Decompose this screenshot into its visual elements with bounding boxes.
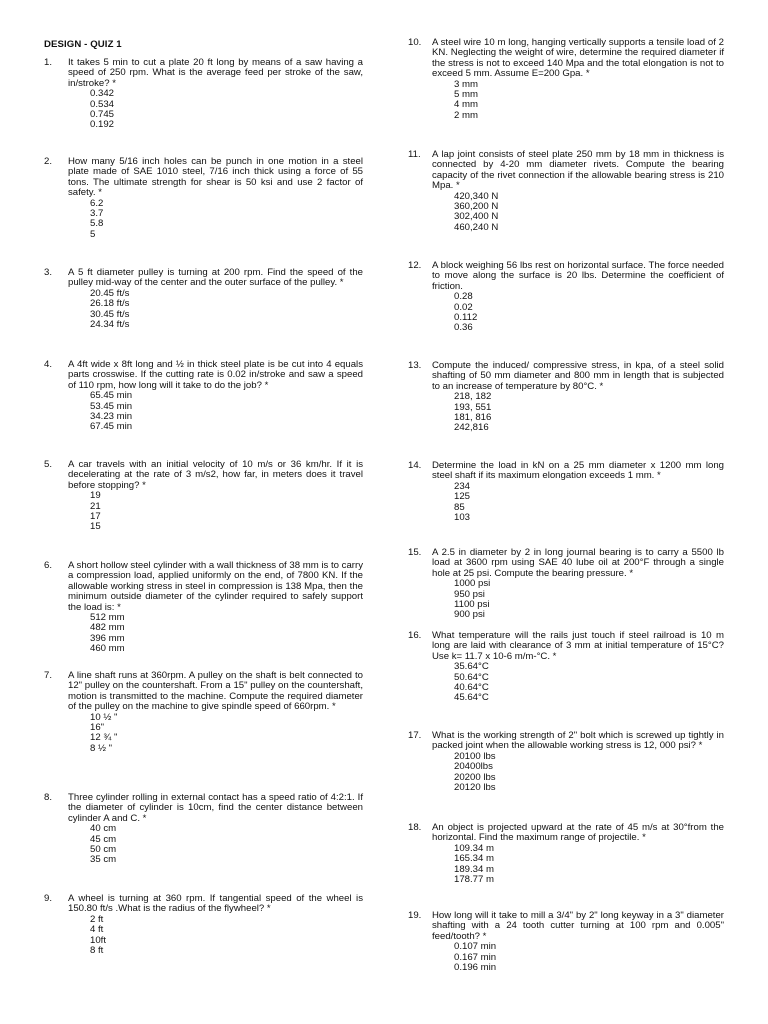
answer-option[interactable]: 460 mm: [90, 643, 125, 655]
answer-option[interactable]: 0.196 min: [454, 962, 497, 974]
question-number: 13.: [408, 360, 422, 371]
answer-option[interactable]: 20200 lbs: [454, 771, 496, 783]
answer-option[interactable]: 3.7: [90, 208, 104, 220]
answer-option[interactable]: 40 cm: [90, 823, 117, 835]
answer-options: [90, 613, 363, 655]
question-text: How long will it take to mill a 3/4" by 2" long keyway in a 3" diameter shafting with a 24 tooth cutter turning at 100 rpm and 0.005" feed/tooth? *: [432, 910, 724, 942]
question-number: 14.: [408, 460, 422, 471]
answer-option[interactable]: 242,816: [454, 422, 489, 434]
answer-option[interactable]: 20400lbs: [454, 761, 493, 773]
question-5: [44, 460, 363, 533]
question-number: 9.: [44, 893, 53, 904]
answer-option[interactable]: 65.45 min: [90, 390, 133, 402]
answer-option[interactable]: 45 cm: [90, 833, 117, 845]
answer-option[interactable]: 35 cm: [90, 854, 117, 866]
answer-option[interactable]: 165.34 m: [454, 853, 495, 865]
quiz-title: DESIGN - QUIZ 1: [44, 39, 122, 50]
answer-options: [90, 89, 363, 131]
answer-option[interactable]: 20120 lbs: [454, 782, 496, 794]
answer-option[interactable]: 35.64°C: [454, 661, 489, 673]
answer-option[interactable]: 15: [90, 521, 101, 533]
answer-option[interactable]: 67.45 min: [90, 421, 133, 433]
answer-option[interactable]: 16": [90, 722, 105, 734]
question-number: 11.: [408, 149, 421, 160]
answer-options: [454, 392, 724, 434]
answer-option[interactable]: 0.36: [454, 322, 473, 334]
question-14: [408, 461, 724, 523]
question-number: 4.: [44, 359, 53, 370]
answer-option[interactable]: 10 ½ ": [90, 711, 118, 723]
question-9: [44, 894, 363, 956]
answer-option[interactable]: 24.34 ft/s: [90, 319, 130, 331]
answer-options: [454, 80, 724, 122]
answer-option[interactable]: 420,340 N: [454, 190, 499, 202]
question-4: [44, 360, 363, 433]
question-number: 1.: [44, 57, 53, 68]
answer-option[interactable]: 5: [90, 228, 96, 240]
answer-option[interactable]: 45.64°C: [454, 692, 489, 704]
answer-option[interactable]: 1100 psi: [454, 599, 490, 611]
answer-option[interactable]: 5 mm: [454, 89, 478, 101]
question-1: [44, 58, 363, 131]
answer-option[interactable]: 0.745: [90, 109, 115, 121]
answer-options: [90, 915, 363, 957]
answer-option[interactable]: 193, 551: [454, 401, 492, 413]
answer-option[interactable]: 2 ft: [90, 913, 104, 925]
answer-option[interactable]: 0.112: [454, 312, 478, 324]
answer-option[interactable]: 17: [90, 511, 101, 523]
question-text: A line shaft runs at 360rpm. A pulley on the shaft is belt connected to 12" pulley on the countershaft. From a 15" pulley on the countershaft, motion is transmitted to the machine. Compute the required diameter of the pulley on the machine to give spindle speed of 660rpm. *: [68, 670, 363, 713]
question-17: [408, 731, 724, 793]
question-text: It takes 5 min to cut a plate 20 ft long by means of a saw having a speed of 250 rpm. What is the average feed per stroke of the saw, in/stroke? *: [68, 57, 363, 89]
answer-options: [90, 289, 363, 331]
question-13: [408, 361, 724, 434]
answer-option[interactable]: 10ft: [90, 934, 107, 946]
question-12: [408, 261, 724, 334]
answer-options: [90, 391, 363, 433]
answer-option[interactable]: 20100 lbs: [454, 750, 496, 762]
answer-option[interactable]: 8 ft: [90, 945, 104, 957]
answer-option[interactable]: 0.107 min: [454, 941, 497, 953]
answer-option[interactable]: 302,400 N: [454, 211, 499, 223]
answer-option[interactable]: 0.28: [454, 291, 473, 303]
answer-option[interactable]: 1000 psi: [454, 578, 491, 590]
answer-option[interactable]: 109.34 m: [454, 842, 495, 854]
answer-option[interactable]: 4 mm: [454, 99, 478, 111]
answer-options: [454, 579, 724, 621]
question-number: 3.: [44, 267, 53, 278]
answer-options: [90, 199, 363, 241]
question-3: [44, 268, 363, 330]
question-text: A wheel is turning at 360 rpm. If tangential speed of the wheel is 150.80 ft/s .What is the radius of the flywheel? *: [68, 893, 363, 915]
answer-option[interactable]: 0.534: [90, 98, 115, 110]
answer-option[interactable]: 0.192: [90, 119, 115, 131]
answer-option[interactable]: 21: [90, 500, 101, 512]
answer-options: [454, 844, 724, 886]
answer-option[interactable]: 396 mm: [90, 632, 125, 644]
answer-option[interactable]: 40.64°C: [454, 682, 489, 694]
question-number: 15.: [408, 547, 422, 558]
question-16: [408, 631, 724, 704]
question-15: [408, 548, 724, 621]
question-text: A 4ft wide x 8ft long and ½ in thick steel plate is be cut into 4 equals parts crosswise. If the cutting rate is 0.02 in/stroke and saw a speed of 110 rpm, how long will it take to do the job? *: [68, 359, 363, 391]
answer-option[interactable]: 34.23 min: [90, 411, 133, 423]
answer-option[interactable]: 2 mm: [454, 109, 478, 121]
answer-option[interactable]: 30.45 ft/s: [90, 308, 130, 320]
answer-option[interactable]: 50 cm: [90, 844, 117, 856]
answer-option[interactable]: 4 ft: [90, 924, 104, 936]
question-text: A lap joint consists of steel plate 250 mm by 18 mm in thickness is connected by 4-20 mm diameter rivets. Compute the bearing capacity of the rivet connection if the allowable bearing stress is 210 Mpa. *: [432, 149, 724, 192]
question-number: 2.: [44, 156, 53, 167]
question-11: [408, 150, 724, 233]
answer-option[interactable]: 181, 816: [454, 412, 492, 424]
question-number: 10.: [408, 37, 422, 48]
answer-option[interactable]: 20.45 ft/s: [90, 287, 130, 299]
question-number: 6.: [44, 560, 53, 571]
question-number: 5.: [44, 459, 53, 470]
answer-option[interactable]: 8 ½ ": [90, 742, 113, 754]
answer-option[interactable]: 26.18 ft/s: [90, 298, 130, 310]
question-8: [44, 793, 363, 866]
answer-options: [454, 482, 724, 524]
answer-options: [90, 713, 363, 755]
answer-options: [454, 942, 724, 973]
question-text: A car travels with an initial velocity of 10 m/s or 36 km/hr. If it is decelerating at the rate of 3 m/s2, how far, in meters does it travel before stopping? *: [68, 459, 363, 491]
question-number: 17.: [408, 730, 422, 741]
question-text: What temperature will the rails just touch if steel railroad is 10 m long are laid with clearance of 3 mm at initial temperature of 15°C? Use k= 11.7 x 10-6 m/m-°C. *: [432, 630, 724, 662]
answer-option[interactable]: 900 psi: [454, 609, 485, 621]
question-number: 18.: [408, 822, 422, 833]
answer-option[interactable]: 0.02: [454, 301, 473, 313]
answer-option[interactable]: 50.64°C: [454, 671, 489, 683]
answer-option[interactable]: 103: [454, 512, 471, 524]
answer-options: [454, 752, 724, 794]
question-2: [44, 157, 363, 240]
answer-option[interactable]: 85: [454, 501, 465, 513]
question-number: 12.: [408, 260, 422, 271]
question-19: [408, 911, 724, 973]
answer-option[interactable]: 482 mm: [90, 622, 125, 634]
question-7: [44, 671, 363, 754]
question-text: An object is projected upward at the rate of 45 m/s at 30°from the horizontal. Find the maximum range of projectile. *: [432, 822, 724, 844]
question-text: A steel wire 10 m long, hanging vertically supports a tensile load of 2 KN. Neglecting the weight of wire, determine the required diameter if the stress is not to exceed 140 Mpa and the total elongation is not to exceed 5 mm. Assume E=200 Gpa. *: [432, 37, 724, 80]
answer-option[interactable]: 950 psi: [454, 588, 485, 600]
answer-option[interactable]: 512 mm: [90, 612, 125, 624]
answer-option[interactable]: 189.34 m: [454, 863, 495, 875]
answer-option[interactable]: 6.2: [90, 197, 104, 209]
answer-option[interactable]: 234: [454, 480, 471, 492]
answer-option[interactable]: 218, 182: [454, 391, 492, 403]
answer-option[interactable]: 460,240 N: [454, 221, 499, 233]
question-text: A block weighing 56 lbs rest on horizontal surface. The force needed to move along the surface is 20 lbs. Determine the coefficient of friction.: [432, 260, 724, 292]
answer-options: [454, 662, 724, 704]
answer-option[interactable]: 5.8: [90, 218, 104, 230]
question-18: [408, 823, 724, 885]
answer-option[interactable]: 0.342: [90, 88, 115, 100]
question-text: A 2.5 in diameter by 2 in long journal bearing is to carry a 5500 lb load at 3600 rpm using SAE 40 lube oil at 200°F through a single hole at 25 psi. Compute the bearing pressure. *: [432, 547, 724, 579]
question-number: 16.: [408, 630, 422, 641]
answer-options: [90, 491, 363, 533]
question-text: What is the working strength of 2" bolt which is screwed up tightly in packed joint when the allowable working stress is 12, 000 psi? *: [432, 730, 724, 752]
question-text: Compute the induced/ compressive stress, in kpa, of a steel solid shafting of 50 mm diameter and 800 mm in length that is subjected to an increase of temperature by 80°C. *: [432, 360, 724, 392]
answer-option[interactable]: 53.45 min: [90, 400, 133, 412]
question-text: Determine the load in kN on a 25 mm diameter x 1200 mm long steel shaft if its maximum elongation exceeds 1 mm. *: [432, 460, 724, 482]
answer-option[interactable]: 3 mm: [454, 78, 478, 90]
answer-option[interactable]: 12 ¾ ": [90, 732, 118, 744]
answer-option[interactable]: 19: [90, 490, 101, 502]
answer-option[interactable]: 178.77 m: [454, 874, 495, 886]
question-number: 19.: [408, 910, 422, 921]
question-10: [408, 38, 724, 121]
answer-option[interactable]: 360,200 N: [454, 201, 499, 213]
question-number: 8.: [44, 792, 53, 803]
answer-options: [454, 192, 724, 234]
answer-option[interactable]: 0.167 min: [454, 951, 497, 963]
question-text: How many 5/16 inch holes can be punch in one motion in a steel plate made of SAE 1010 steel, 7/16 inch thick using a force of 55 tons. The ultimate strength for shear is 50 ksi and use 2 factor of safety. *: [68, 156, 363, 199]
answer-option[interactable]: 125: [454, 491, 471, 503]
question-text: A 5 ft diameter pulley is turning at 200 rpm. Find the speed of the pulley mid-way of the center and the outer surface of the pulley. *: [68, 267, 363, 289]
question-number: 7.: [44, 670, 53, 681]
answer-options: [454, 292, 724, 334]
question-6: [44, 561, 363, 655]
question-text: A short hollow steel cylinder with a wall thickness of 38 mm is to carry a compression load, applied uniformly on the end, of 7800 KN. If the allowable working stress in steel in compression is 138 Mpa, then the minimum outside diameter of the cylinder required to safely support the load is: *: [68, 560, 363, 613]
answer-options: [90, 824, 363, 866]
question-text: Three cylinder rolling in external contact has a speed ratio of 4:2:1. If the diameter of cylinder is 10cm, find the center distance between cylinder A and C. *: [68, 792, 363, 824]
